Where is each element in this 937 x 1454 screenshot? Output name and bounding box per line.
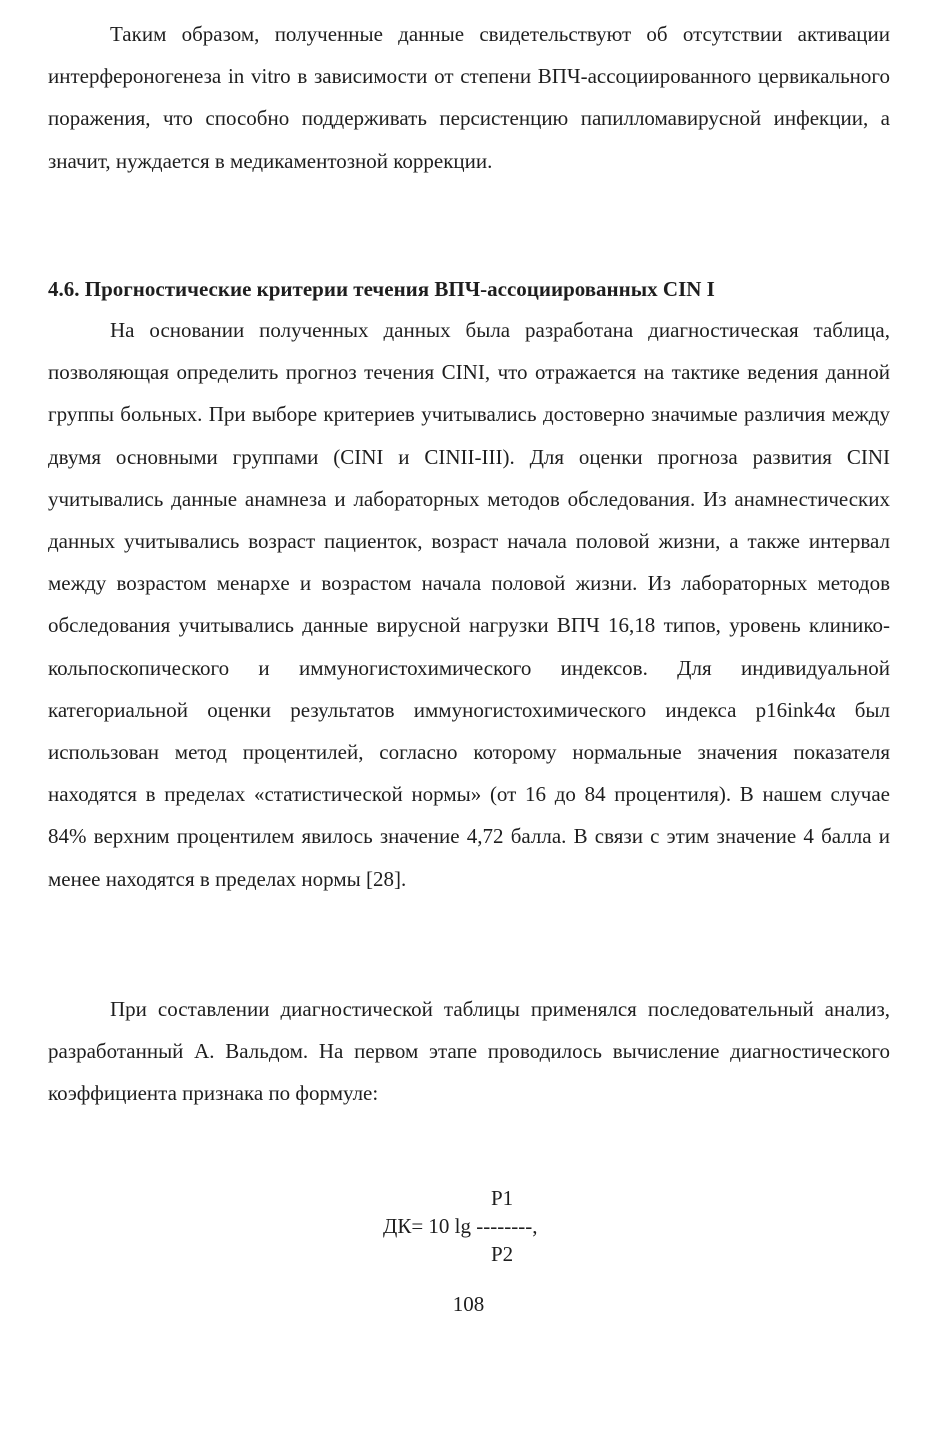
paragraph-wald-analysis: При составлении диагностической таблицы применялся последовательный анализ, разработанный А. Вальдом. На первом этапе проводилось вычисление диагностического коэффициента признака по формуле: <box>48 997 890 1106</box>
page-number: 108 <box>452 1292 485 1316</box>
formula-denominator: P2 <box>491 1242 514 1266</box>
paragraph-criteria: На основании полученных данных была разработана диагностическая таблица, позволяющая определить прогноз течения CINI, что отражается на тактике ведения данной группы больных. При выборе критериев учитывались достоверно значимые различия между двумя основными группами (CINI и CINII-III). Для оценки прогноза развития CINI учитывались данные анамнеза и лабораторных методов обследования. Из анамнестических данных учитывались возраст пациенток, возраст начала половой жизни, а также интервал между возрастом менархе и возрастом начала половой жизни. Из лабораторных методов обследования учитывались данные вирусной нагрузки ВПЧ 16,18 типов, уровень клинико-кольпоскопического и иммуногистохимического индексов. Для индивидуальной категориальной оценки результатов иммуногистохимического индекса p16ink4α был использован метод процентилей, согласно которому нормальные значения показателя находятся в пределах «статистической нормы» (от 16 до 84 процентиля). В нашем случае 84% верхним процентилем явилось значение 4,72 балла. В связи с этим значение 4 балла и менее находятся в пределах нормы [28]. <box>48 318 890 891</box>
section-heading: 4.6. Прогностические критерии течения ВПЧ-ассоциированных CIN I <box>48 277 715 301</box>
formula-main: ДК= 10 lg --------, <box>383 1214 538 1238</box>
paragraph-conclusion: Таким образом, полученные данные свидетельствуют об отсутствии активации интерфероногенеза in vitro в зависимости от степени ВПЧ-ассоциированного цервикального поражения, что способно поддерживать персистенцию папилломавирусной инфекции, а значит, нуждается в медикаментозной коррекции. <box>48 22 890 173</box>
formula-numerator: P1 <box>491 1186 514 1210</box>
